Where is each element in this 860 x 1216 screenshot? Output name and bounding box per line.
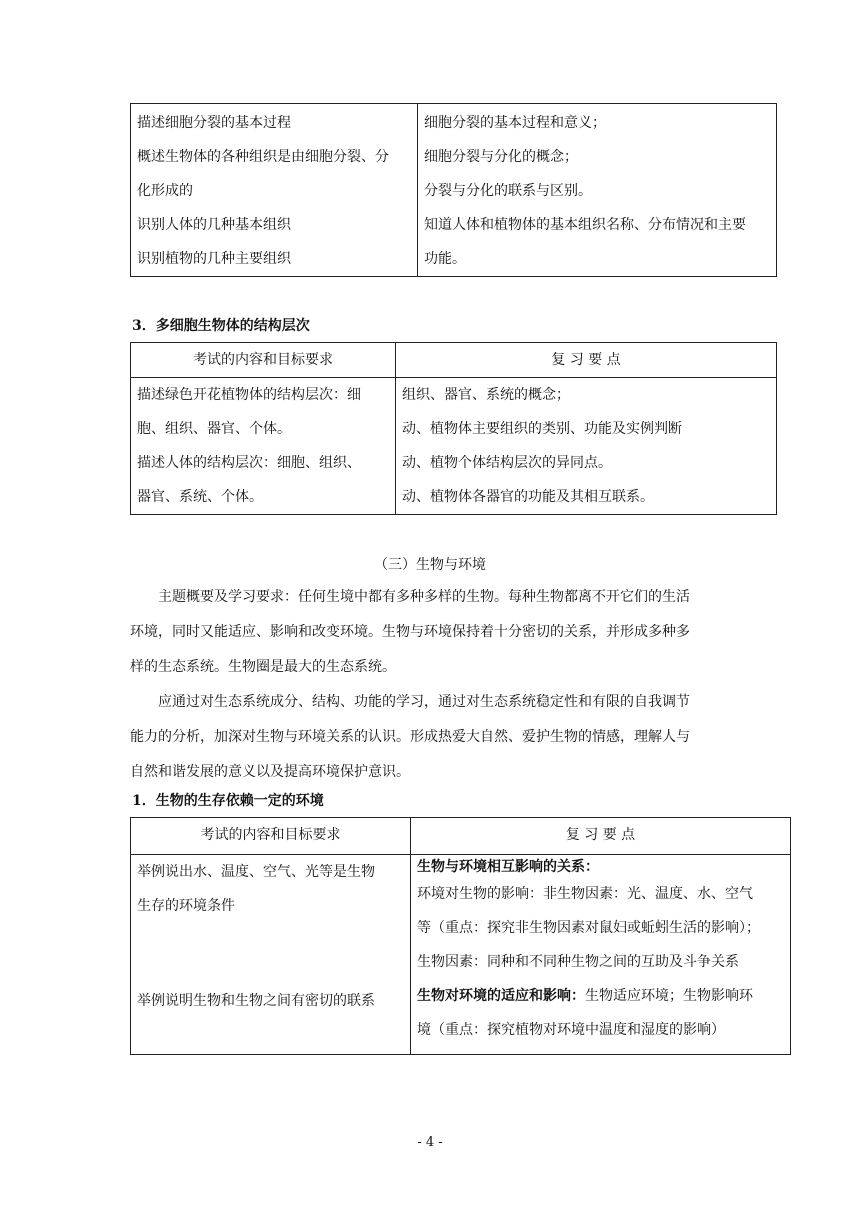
text-line: 等（重点：探究非生物因素对鼠妇或蚯蚓生活的影响）； <box>417 920 760 936</box>
paragraph-line: 能力的分析，加深对生物与环境关系的认识。形成热爱大自然、爱护生物的情感，理解人与 <box>130 729 690 745</box>
table-environment <box>130 817 791 1055</box>
table-structure-levels <box>130 342 777 515</box>
text-line: 描述绿色开花植物体的结构层次：细 <box>137 387 361 403</box>
text-line: 举例说明生物和生物之间有密切的联系 <box>137 993 375 1009</box>
text-line: 描述人体的结构层次：细胞、组织、 <box>137 455 361 471</box>
text-line: 境（重点：探究植物对环境中温度和湿度的影响） <box>417 1022 725 1038</box>
paragraph-line: 样的生态系统。生物圈是最大的生态系统。 <box>130 659 396 675</box>
text-line: 动、植物体各器官的功能及其相互联系。 <box>402 489 654 505</box>
text-line: 器官、系统、个体。 <box>137 489 263 505</box>
table-header-right: 复 习 要 点 <box>396 343 777 378</box>
text-line: 动、植物个体结构层次的异同点。 <box>402 455 612 471</box>
table-header-right: 复 习 要 点 <box>411 818 791 855</box>
table-cell-left <box>131 855 411 1055</box>
text-line: 分裂与分化的联系与区别。 <box>424 183 592 199</box>
table-cell-left <box>131 104 418 277</box>
table-cell-division <box>130 103 777 277</box>
text-line-bold: 生物与环境相互影响的关系： <box>417 859 599 875</box>
table-header-left: 考试的内容和目标要求 <box>131 818 411 855</box>
text-line: 知道人体和植物体的基本组织名称、分布情况和主要 <box>424 217 746 233</box>
text-line: 功能。 <box>424 251 466 267</box>
text-line: 生存的环境条件 <box>137 898 235 914</box>
text-line: 举例说出水、温度、空气、光等是生物 <box>137 864 375 880</box>
text-line: 描述细胞分裂的基本过程 <box>137 115 291 131</box>
chapter-title: （三）生物与环境 <box>374 557 486 573</box>
table-cell-right <box>396 378 777 515</box>
paragraph <box>130 685 770 790</box>
text-line: 概述生物体的各种组织是由细胞分裂、分 <box>137 149 389 165</box>
text-line: 环境对生物的影响：非生物因素：光、温度、水、空气 <box>417 886 753 902</box>
text-line: 细胞分裂的基本过程和意义； <box>424 115 606 131</box>
text-line: 识别人体的几种基本组织 <box>137 217 291 233</box>
text-line: 生物因素：同种和不同种生物之间的互助及斗争关系 <box>417 954 739 970</box>
text-normal: 生物适应环境；生物影响环 <box>585 988 753 1004</box>
paragraph-line: 环境，同时又能适应、影响和改变环境。生物与环境保持着十分密切的关系，并形成多种多 <box>130 624 690 640</box>
paragraph <box>130 580 770 685</box>
text-line <box>417 979 784 1013</box>
table-cell-right <box>411 855 791 1055</box>
text-line: 化形成的 <box>137 183 193 199</box>
text-line: 胞、组织、器官、个体。 <box>137 421 291 437</box>
paragraph-line: 主题概要及学习要求：任何生境中都有多种多样的生物。每种生物都离不开它们的生活 <box>158 589 690 605</box>
text-line: 组织、器官、系统的概念； <box>402 387 570 403</box>
text-line: 识别植物的几种主要组织 <box>137 251 291 267</box>
text-line: 细胞分裂与分化的概念； <box>424 149 578 165</box>
table-cell-right <box>418 104 777 277</box>
page-number: - 4 - <box>417 1135 443 1150</box>
table-header-left: 考试的内容和目标要求 <box>131 343 396 378</box>
paragraph-line: 应通过对生态系统成分、结构、功能的学习，通过对生态系统稳定性和有限的自我调节 <box>158 694 690 710</box>
section-heading: 1．生物的生存依赖一定的环境 <box>132 793 324 809</box>
text-line: 动、植物体主要组织的类别、功能及实例判断 <box>402 421 682 437</box>
section-heading: 3．多细胞生物体的结构层次 <box>132 318 310 334</box>
paragraph-line: 自然和谐发展的意义以及提高环境保护意识。 <box>130 764 410 780</box>
table-cell-left <box>131 378 396 515</box>
text-bold: 生物对环境的适应和影响： <box>417 988 585 1004</box>
